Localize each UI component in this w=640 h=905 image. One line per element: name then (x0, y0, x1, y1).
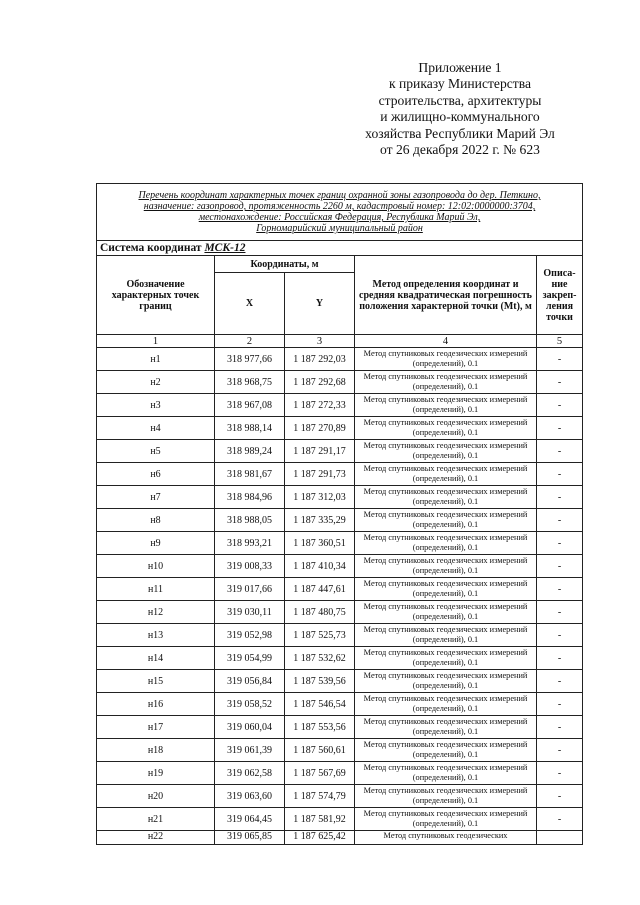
y-cell: 1 187 270,89 (285, 417, 355, 440)
x-cell: 319 052,98 (215, 624, 285, 647)
x-cell: 318 988,05 (215, 509, 285, 532)
y-cell: 1 187 360,51 (285, 532, 355, 555)
description-cell (537, 831, 583, 845)
point-cell: н6 (97, 463, 215, 486)
x-cell: 318 981,67 (215, 463, 285, 486)
y-cell: 1 187 567,69 (285, 762, 355, 785)
y-cell: 1 187 480,75 (285, 601, 355, 624)
description-cell: - (537, 670, 583, 693)
description-cell: - (537, 693, 583, 716)
header-coords: Координаты, м (215, 256, 355, 273)
table-row (97, 394, 583, 417)
description-cell: - (537, 555, 583, 578)
description-cell: - (537, 739, 583, 762)
point-cell: н7 (97, 486, 215, 509)
point-cell: н3 (97, 394, 215, 417)
point-cell: н19 (97, 762, 215, 785)
x-cell: 319 063,60 (215, 785, 285, 808)
x-cell: 318 993,21 (215, 532, 285, 555)
column-number: 1 (97, 335, 215, 348)
caption-line: местонахождение: Российская Федерация, Республика Марий Эл, (198, 212, 481, 223)
point-cell: н8 (97, 509, 215, 532)
point-cell: н13 (97, 624, 215, 647)
x-cell: 319 058,52 (215, 693, 285, 716)
method-cell: Метод спутниковых геодезических измерений (определений), 0.1 (355, 348, 537, 371)
description-cell: - (537, 371, 583, 394)
point-cell: н17 (97, 716, 215, 739)
table-row (97, 647, 583, 670)
caption-line: Перечень координат характерных точек границ охранной зоны газопровода до дер. Петкино, (138, 190, 541, 201)
point-cell: н16 (97, 693, 215, 716)
method-cell: Метод спутниковых геодезических измерений (определений), 0.1 (355, 601, 537, 624)
y-cell: 1 187 291,73 (285, 463, 355, 486)
table-row (97, 693, 583, 716)
description-cell: - (537, 601, 583, 624)
method-cell: Метод спутниковых геодезических измерений (определений), 0.1 (355, 417, 537, 440)
y-cell: 1 187 525,73 (285, 624, 355, 647)
method-cell: Метод спутниковых геодезических измерений (определений), 0.1 (355, 785, 537, 808)
table-row (97, 532, 583, 555)
point-cell: н11 (97, 578, 215, 601)
x-cell: 319 030,11 (215, 601, 285, 624)
method-cell: Метод спутниковых геодезических измерений (определений), 0.1 (355, 716, 537, 739)
point-cell: н22 (97, 831, 215, 845)
table-row (97, 555, 583, 578)
point-cell: н1 (97, 348, 215, 371)
y-cell: 1 187 291,17 (285, 440, 355, 463)
x-cell: 318 989,24 (215, 440, 285, 463)
coordinates-table (96, 183, 583, 845)
y-cell: 1 187 532,62 (285, 647, 355, 670)
table-row (97, 785, 583, 808)
method-cell: Метод спутниковых геодезических измерений (определений), 0.1 (355, 624, 537, 647)
table-row (97, 716, 583, 739)
point-cell: н15 (97, 670, 215, 693)
column-number: 3 (285, 335, 355, 348)
table-row (97, 670, 583, 693)
description-cell: - (537, 647, 583, 670)
method-cell: Метод спутниковых геодезических измерений (определений), 0.1 (355, 739, 537, 762)
table-row (97, 601, 583, 624)
description-cell: - (537, 394, 583, 417)
header-x: X (215, 273, 285, 335)
method-cell: Метод спутниковых геодезических измерений (определений), 0.1 (355, 578, 537, 601)
x-cell: 319 064,45 (215, 808, 285, 831)
description-cell: - (537, 463, 583, 486)
y-cell: 1 187 574,79 (285, 785, 355, 808)
table-row (97, 578, 583, 601)
coordinate-system (97, 241, 583, 256)
description-cell: - (537, 762, 583, 785)
description-cell: - (537, 440, 583, 463)
point-cell: н14 (97, 647, 215, 670)
point-cell: н9 (97, 532, 215, 555)
y-cell: 1 187 625,42 (285, 831, 355, 845)
point-cell: н20 (97, 785, 215, 808)
y-cell: 1 187 546,54 (285, 693, 355, 716)
method-cell: Метод спутниковых геодезических измерений (определений), 0.1 (355, 394, 537, 417)
table-row (97, 417, 583, 440)
x-cell: 319 060,04 (215, 716, 285, 739)
description-cell: - (537, 808, 583, 831)
y-cell: 1 187 447,61 (285, 578, 355, 601)
x-cell: 318 977,66 (215, 348, 285, 371)
method-cell: Метод спутниковых геодезических измерений (определений), 0.1 (355, 440, 537, 463)
x-cell: 318 967,08 (215, 394, 285, 417)
appendix-line: к приказу Министерства (388, 76, 532, 92)
appendix-line: и жилищно-коммунального (380, 109, 540, 125)
description-cell: - (537, 624, 583, 647)
appendix-line: Приложение 1 (418, 60, 502, 75)
x-cell: 319 008,33 (215, 555, 285, 578)
table-row (97, 624, 583, 647)
description-cell: - (537, 578, 583, 601)
column-number: 5 (537, 335, 583, 348)
table-row (97, 486, 583, 509)
method-cell: Метод спутниковых геодезических измерений (определений), 0.1 (355, 808, 537, 831)
x-cell: 319 062,58 (215, 762, 285, 785)
y-cell: 1 187 272,33 (285, 394, 355, 417)
caption-line: Горномарийский муниципальный район (256, 223, 423, 234)
point-cell: н21 (97, 808, 215, 831)
appendix-line: хозяйства Республики Марий Эл (365, 125, 555, 141)
x-cell: 318 968,75 (215, 371, 285, 394)
method-cell: Метод спутниковых геодезических измерений (определений), 0.1 (355, 532, 537, 555)
y-cell: 1 187 410,34 (285, 555, 355, 578)
x-cell: 319 065,85 (215, 831, 285, 845)
x-cell: 319 056,84 (215, 670, 285, 693)
description-cell: - (537, 716, 583, 739)
y-cell: 1 187 335,29 (285, 509, 355, 532)
method-cell: Метод спутниковых геодезических измерений (определений), 0.1 (355, 371, 537, 394)
method-cell: Метод спутниковых геодезических измерений (определений), 0.1 (355, 670, 537, 693)
appendix-header (340, 60, 580, 158)
y-cell: 1 187 292,68 (285, 371, 355, 394)
point-cell: н12 (97, 601, 215, 624)
point-cell: н2 (97, 371, 215, 394)
y-cell: 1 187 292,03 (285, 348, 355, 371)
column-number: 2 (215, 335, 285, 348)
y-cell: 1 187 581,92 (285, 808, 355, 831)
method-cell: Метод спутниковых геодезических измерений (определений), 0.1 (355, 486, 537, 509)
header-description: Описа- ние закреп- ления точки (537, 256, 583, 335)
method-cell: Метод спутниковых геодезических измерений (определений), 0.1 (355, 555, 537, 578)
y-cell: 1 187 560,61 (285, 739, 355, 762)
description-cell: - (537, 509, 583, 532)
header-method: Метод определения координат и средняя квадратическая погрешность положения характерной точки (Mt), м (355, 256, 537, 335)
column-number: 4 (355, 335, 537, 348)
y-cell: 1 187 539,56 (285, 670, 355, 693)
description-cell: - (537, 417, 583, 440)
method-cell: Метод спутниковых геодезических измерений (определений), 0.1 (355, 693, 537, 716)
coordinate-system-value: МСК-12 (204, 241, 246, 254)
table-row (97, 739, 583, 762)
table-row (97, 463, 583, 486)
y-cell: 1 187 312,03 (285, 486, 355, 509)
x-cell: 318 984,96 (215, 486, 285, 509)
x-cell: 319 054,99 (215, 647, 285, 670)
table-row (97, 808, 583, 831)
method-cell: Метод спутниковых геодезических измерений (определений), 0.1 (355, 762, 537, 785)
appendix-line: строительства, архитектуры (378, 92, 542, 108)
table-row (97, 831, 583, 845)
point-cell: н10 (97, 555, 215, 578)
table-caption (97, 184, 583, 241)
y-cell: 1 187 553,56 (285, 716, 355, 739)
description-cell: - (537, 785, 583, 808)
description-cell: - (537, 486, 583, 509)
table-row (97, 762, 583, 785)
appendix-line: от 26 декабря 2022 г. № 623 (380, 142, 540, 158)
point-cell: н18 (97, 739, 215, 762)
caption-line: назначение: газопровод, протяженность 2260 м, кадастровый номер: 12:02:0000000:3704, (143, 201, 536, 212)
header-y: Y (285, 273, 355, 335)
header-point: Обозначение характерных точек границ (97, 256, 215, 335)
table-row (97, 348, 583, 371)
description-cell: - (537, 532, 583, 555)
method-cell: Метод спутниковых геодезических измерений (определений), 0.1 (355, 647, 537, 670)
x-cell: 319 017,66 (215, 578, 285, 601)
method-cell: Метод спутниковых геодезических измерений (определений), 0.1 (355, 463, 537, 486)
method-cell: Метод спутниковых геодезических (355, 831, 537, 845)
x-cell: 318 988,14 (215, 417, 285, 440)
table-row (97, 440, 583, 463)
point-cell: н5 (97, 440, 215, 463)
table-row (97, 509, 583, 532)
description-cell: - (537, 348, 583, 371)
coordinate-system-label: Система координат (100, 241, 202, 254)
table-row (97, 371, 583, 394)
point-cell: н4 (97, 417, 215, 440)
method-cell: Метод спутниковых геодезических измерений (определений), 0.1 (355, 509, 537, 532)
x-cell: 319 061,39 (215, 739, 285, 762)
